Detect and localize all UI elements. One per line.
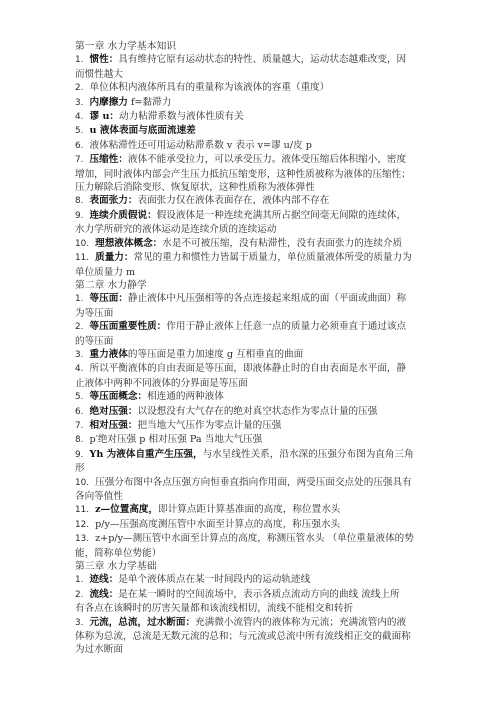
chapter-heading [75,560,448,573]
item-number: 12. [75,519,89,530]
item-text: 以设想没有大气存在的绝对真空状态作为零点计量的压强 [137,405,378,417]
item-number: 1. [75,575,84,586]
item-term: 表面张力： [89,195,138,207]
list-item [75,476,448,490]
item-text: 单位质量力 m [75,266,136,278]
item-number: 3. [75,97,84,108]
item-term: 迹线： [89,574,119,586]
item-text: 为等压面 [75,307,114,319]
item-number: 10. [75,238,89,249]
item-term: 相对压强： [89,419,138,431]
heading-text: 第三章 水力学基础 [75,561,157,573]
continuation-line [75,68,448,81]
item-text: 各向等值性 [75,491,123,502]
continuation-line [75,602,448,615]
item-term: 元流，总流，过水断面： [89,616,196,628]
item-text: 静止液体中凡压强相等的各点连接起来组成的面（平面或曲面）称 [127,293,407,305]
item-number: 6. [75,406,84,417]
item-number: 4. [75,112,84,123]
list-item [75,124,448,138]
item-number: 13. [75,534,89,545]
list-item [75,251,448,265]
list-item [75,81,448,95]
list-item [75,390,448,404]
item-text: 而惯性越大 [75,68,123,80]
item-text: 的等压面 [75,335,114,347]
item-number: 3. [75,617,84,628]
item-text: 液体粘滞性还可用运动粘滞系数 v 表示 v=谬 u/皮 p [89,139,312,151]
list-item [75,320,448,334]
continuation-line [75,266,448,279]
item-term: 等压面重要性质： [89,321,167,333]
item-text: 常见的重力和惯性力皆属于质量力，单位质量液体所受的质量力为 [133,252,412,264]
item-number: 6. [75,140,84,151]
chapter-heading [75,40,448,53]
item-text: 具有维持它原有运动状态的特性、质量越大，运动状态越难改变，因 [118,54,407,66]
continuation-line [75,462,448,475]
item-term: 内摩擦力 [89,96,128,108]
item-text: 水力学所研究的液体运动是连续介质的连续运动 [75,224,277,236]
item-number: 7. [75,420,84,431]
item-text: 能，简称单位势能） [75,547,162,559]
item-text: 的等压面是重力加速度 g 互相垂直的曲面 [127,348,304,360]
continuation-line [75,223,448,236]
list-item [75,209,448,223]
item-text: z+p/y—测压管中水面至计算点的高度，称测压管水头 （单位重量液体的势 [95,533,414,545]
item-text: 作用于静止液体上任意一点的质量力必须垂直于通过该点 [166,321,407,333]
item-text: 充满微小流管内的液体称为元流；充满流管内的液 [195,616,407,628]
continuation-line [75,168,448,181]
item-text: 压力解除后消除变形、恢复原状，这种性质称为液体弹性 [75,182,315,194]
heading-text: 第一章 水力学基本知识 [75,41,177,52]
item-text: 形 [75,463,85,475]
item-term: 理想液体概念： [95,237,163,249]
item-number: 2. [75,83,84,94]
list-item [75,237,448,251]
list-item [75,573,448,587]
item-text: 相连通的两种液体 [147,391,224,403]
list-item [75,419,448,433]
item-text: 与水呈线性关系，沿水深的压强分布图为直角三角 [202,448,414,460]
continuation-line [75,630,448,643]
item-number: 2. [75,322,84,333]
heading-text: 第二章 水力静学 [75,279,147,291]
item-term: 压缩性： [89,154,128,166]
list-item [75,348,448,362]
item-number: 11. [75,253,89,264]
item-term: 谬 u： [89,111,120,123]
list-item [75,503,448,517]
item-text: 液体不能承受拉力，可以承受压力。液体受压缩后体积缩小，密度 [127,154,407,166]
item-text: p′绝对压强 p 相对压强 Pa 当地大气压强 [89,434,263,446]
item-term: 惯性： [89,54,119,66]
item-text: 水是不可被压缩，没有粘滞性，没有表面张力的连续介质 [162,237,403,249]
item-number: 3. [75,349,84,360]
item-text: 动力粘滞系数与液体性质有关 [119,111,244,123]
list-item [75,405,448,419]
item-term: 绝对压强： [89,405,138,417]
list-item [75,433,448,447]
item-term: z—位置高度， [95,504,159,516]
item-text: f=黏滞力 [127,96,172,108]
continuation-line [75,181,448,194]
item-text: 有各点在该瞬时的厉害矢量都和该流线相切，流线不能相交和转折 [75,603,354,615]
list-item [75,96,448,110]
continuation-line [75,335,448,348]
list-item [75,153,448,167]
item-number: 10. [75,477,89,488]
item-term: Yh 为液体自重产生压强， [89,448,203,460]
item-number: 4. [75,364,84,375]
item-number: 5. [75,126,84,137]
item-number: 8. [75,435,84,446]
item-text: 所以平衡液体的自由表面是等压面，即液体静止时的自由表面是水平面，静 [89,363,407,375]
list-item [75,53,448,67]
list-item [75,194,448,208]
continuation-line [75,643,448,656]
item-number: 9. [75,449,84,460]
item-text: 单位体积内液体所具有的重量称为该液体的容重（重度） [89,82,330,94]
item-term: u 液体表面与底面流速差 [89,125,196,137]
list-item [75,518,448,532]
item-number: 1. [75,55,84,66]
continuation-line [75,307,448,320]
item-text: 是在某一瞬时的空间流场中，表示各质点流动方向的曲线 流线上所 [118,588,400,600]
item-text: 体称为总流，总流是无数元流的总和；与元流或总流中所有流线相正交的截面称 [75,631,411,643]
item-term: 等压面概念： [89,391,148,403]
continuation-line [75,490,448,503]
item-text: 假设液体是一种连续充满其所占据空间毫无间隙的连续体， [156,209,407,221]
item-number: 9. [75,210,84,221]
item-number: 2. [75,589,84,600]
list-item [75,616,448,630]
item-term: 重力液体 [89,348,128,360]
list-item [75,292,448,306]
item-term: 质量力： [95,252,134,264]
item-term: 流线： [89,588,119,600]
list-item [75,532,448,546]
list-item [75,139,448,153]
list-item [75,110,448,124]
chapter-heading [75,279,448,292]
item-text: 是单个液体质点在某一时间段内的运动轨迹线 [118,574,311,586]
item-number: 8. [75,196,84,207]
list-item [75,588,448,602]
item-number: 11. [75,505,89,516]
item-text: 为过水断面 [75,644,123,656]
continuation-line [75,377,448,390]
list-item [75,362,448,376]
continuation-line [75,547,448,560]
item-text: p/y—压强高度测压管中水面至计算点的高度，称压强水头 [95,518,341,530]
item-text: 压强分布图中各点压强方向恒垂直指向作用面，两受压面交点处的压强具有 [95,476,412,488]
item-term: 等压面： [89,293,128,305]
item-text: 止液体中两种不同液体的分界面是等压面 [75,377,248,389]
item-number: 1. [75,294,84,305]
item-text: 增加，同时液体内部会产生压力抵抗压缩变形，这种性质被称为液体的压缩性； [75,168,411,180]
item-term: 连续介质假说： [89,209,157,221]
item-number: 5. [75,392,84,403]
item-text: 即计算点距计算基准面的高度，称位置水头 [158,504,341,516]
list-item [75,448,448,462]
item-text: 表面张力仅在液体表面存在，液体内部不存在 [137,195,330,207]
item-text: 把当地大气压作为零点计量的压强 [137,419,282,431]
item-number: 7. [75,155,84,166]
